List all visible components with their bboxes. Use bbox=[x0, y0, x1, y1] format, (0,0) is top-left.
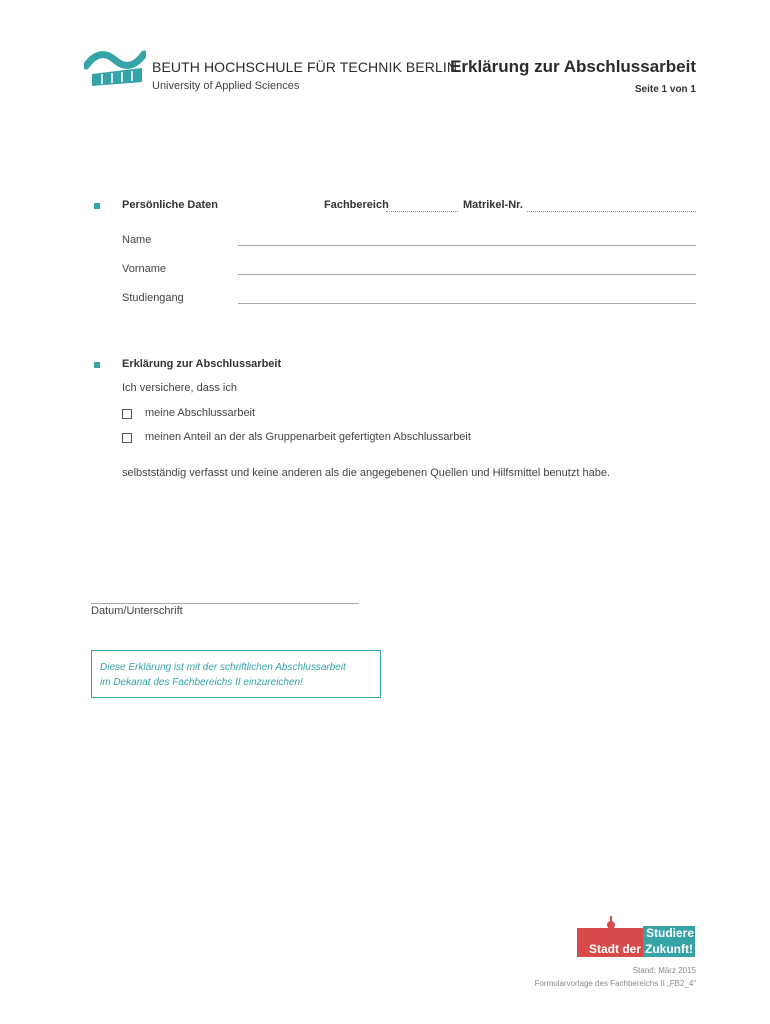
submission-note-line1: Diese Erklärung ist mit der schriftlichen Abschlussarbeit bbox=[100, 662, 346, 673]
university-logo bbox=[84, 44, 146, 90]
declaration-heading: Erklärung zur Abschlussarbeit bbox=[122, 358, 282, 370]
university-subtitle: University of Applied Sciences bbox=[152, 80, 300, 92]
vorname-field[interactable] bbox=[238, 274, 696, 275]
own-thesis-label: meine Abschlussarbeit bbox=[145, 407, 256, 419]
signature-field[interactable] bbox=[91, 603, 359, 604]
vorname-label: Vorname bbox=[122, 263, 167, 275]
studiengang-label: Studiengang bbox=[122, 292, 184, 304]
submission-note-line2: im Dekanat des Fachbereichs II einzureichen! bbox=[100, 677, 303, 688]
name-field[interactable] bbox=[238, 245, 696, 246]
footer-template: Formularvorlage des Fachbereichs II „FB2_4“ bbox=[534, 979, 696, 988]
group-thesis-label: meinen Anteil an der als Gruppenarbeit gefertigten Abschlussarbeit bbox=[145, 431, 471, 443]
name-label: Name bbox=[122, 234, 152, 246]
group-thesis-checkbox[interactable] bbox=[122, 433, 132, 443]
document-title: Erklärung zur Abschlussarbeit bbox=[450, 57, 696, 76]
section-bullet bbox=[94, 362, 100, 368]
tv-tower-icon bbox=[601, 916, 621, 942]
badge-word-stadt: Stadt der bbox=[577, 941, 643, 957]
own-thesis-checkbox[interactable] bbox=[122, 409, 132, 419]
signature-label: Datum/Unterschrift bbox=[91, 605, 183, 617]
matrikel-field[interactable] bbox=[527, 211, 696, 212]
footer-stand: Stand: März 2015 bbox=[632, 966, 696, 975]
fachbereich-field[interactable] bbox=[386, 211, 458, 212]
personal-data-heading: Persönliche Daten bbox=[122, 199, 218, 211]
matrikel-label: Matrikel-Nr. bbox=[463, 199, 523, 211]
section-bullet bbox=[94, 203, 100, 209]
fachbereich-label: Fachbereich bbox=[324, 199, 389, 211]
declaration-statement: selbstständig verfasst und keine anderen als die angegebenen Quellen und Hilfsmittel benutzt habe. bbox=[122, 467, 610, 479]
page-indicator: Seite 1 von 1 bbox=[634, 84, 696, 95]
submission-note bbox=[91, 650, 381, 698]
studiengang-field[interactable] bbox=[238, 303, 696, 304]
badge-word-zukunft: Zukunft! bbox=[643, 941, 695, 957]
university-name: BEUTH HOCHSCHULE FÜR TECHNIK BERLIN bbox=[152, 59, 458, 75]
studiere-badge bbox=[571, 916, 699, 958]
declaration-intro: Ich versichere, dass ich bbox=[122, 382, 237, 394]
badge-word-studiere: Studiere bbox=[643, 926, 695, 941]
